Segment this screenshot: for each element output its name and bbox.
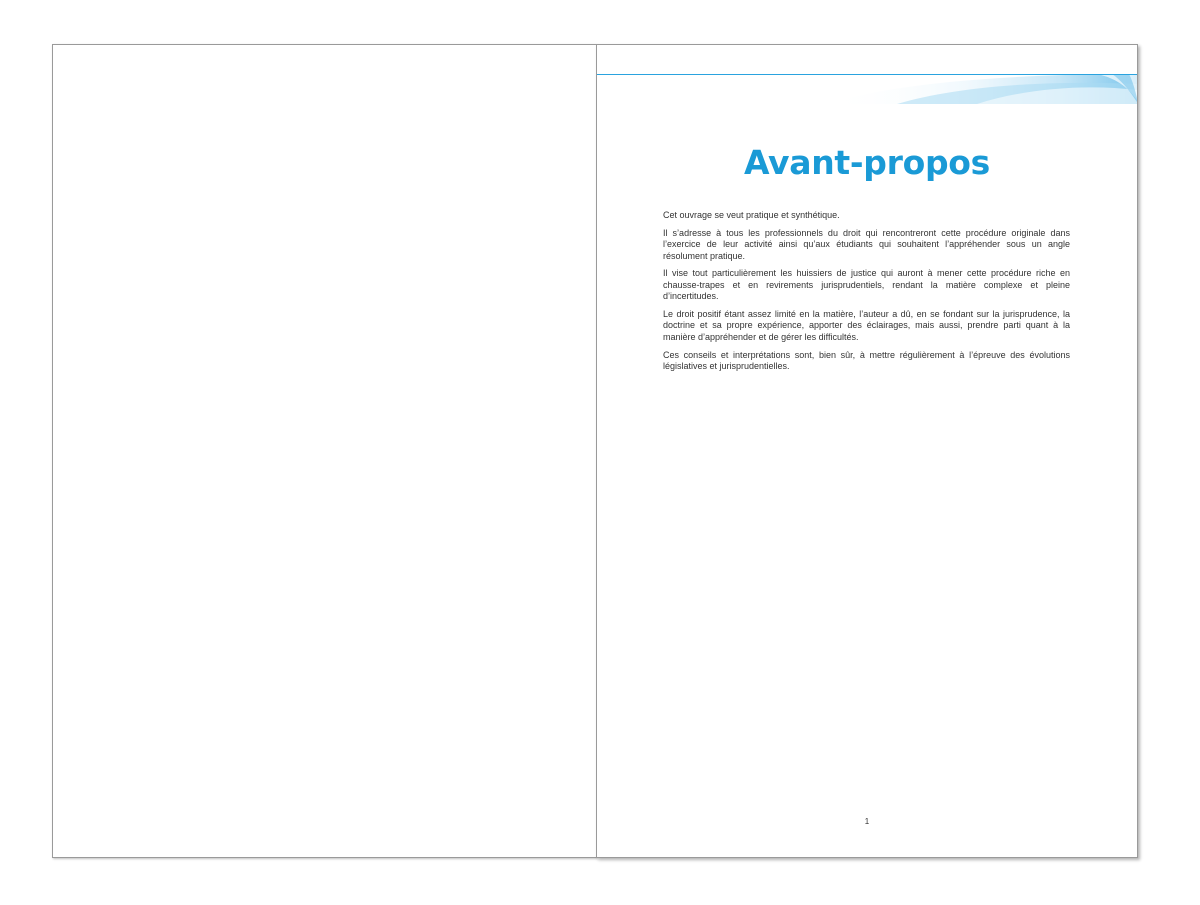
- right-page: [596, 44, 1138, 858]
- paragraph: Ces conseils et interprétations sont, bien sûr, à mettre régulièrement à l’épreuve des évolutions législatives et jurisprudentielles.: [663, 349, 1070, 372]
- header-band-decoration: [597, 74, 1137, 104]
- paragraph: Le droit positif étant assez limité en la matière, l’auteur a dû, en se fondant sur la jurisprudence, la doctrine et sa propre expérience, apporter des éclairages, mais aussi, prendre parti quant à la manière d’appréhender et de gérer les difficultés.: [663, 309, 1070, 342]
- foreword-body: [663, 210, 1070, 379]
- page-number: 1: [864, 817, 870, 826]
- paragraph: Cet ouvrage se veut pratique et synthétique.: [663, 210, 840, 220]
- page-spread: [52, 44, 1138, 860]
- paragraph: Il vise tout particulièrement les huissiers de justice qui auront à mener cette procédure riche en chausse-trapes et en revirements jurisprudentiels, rendant la matière complexe et pleine d’incertitudes.: [663, 268, 1070, 302]
- left-page: [52, 44, 597, 858]
- paragraph: Il s’adresse à tous les professionnels du droit qui rencontreront cette procédure originale dans l’exercice de leur activité ainsi qu’aux étudiants qui souhaitent l’appréhender sous un angle résolument pratique.: [663, 227, 1070, 261]
- page-title: Avant-propos: [743, 143, 990, 182]
